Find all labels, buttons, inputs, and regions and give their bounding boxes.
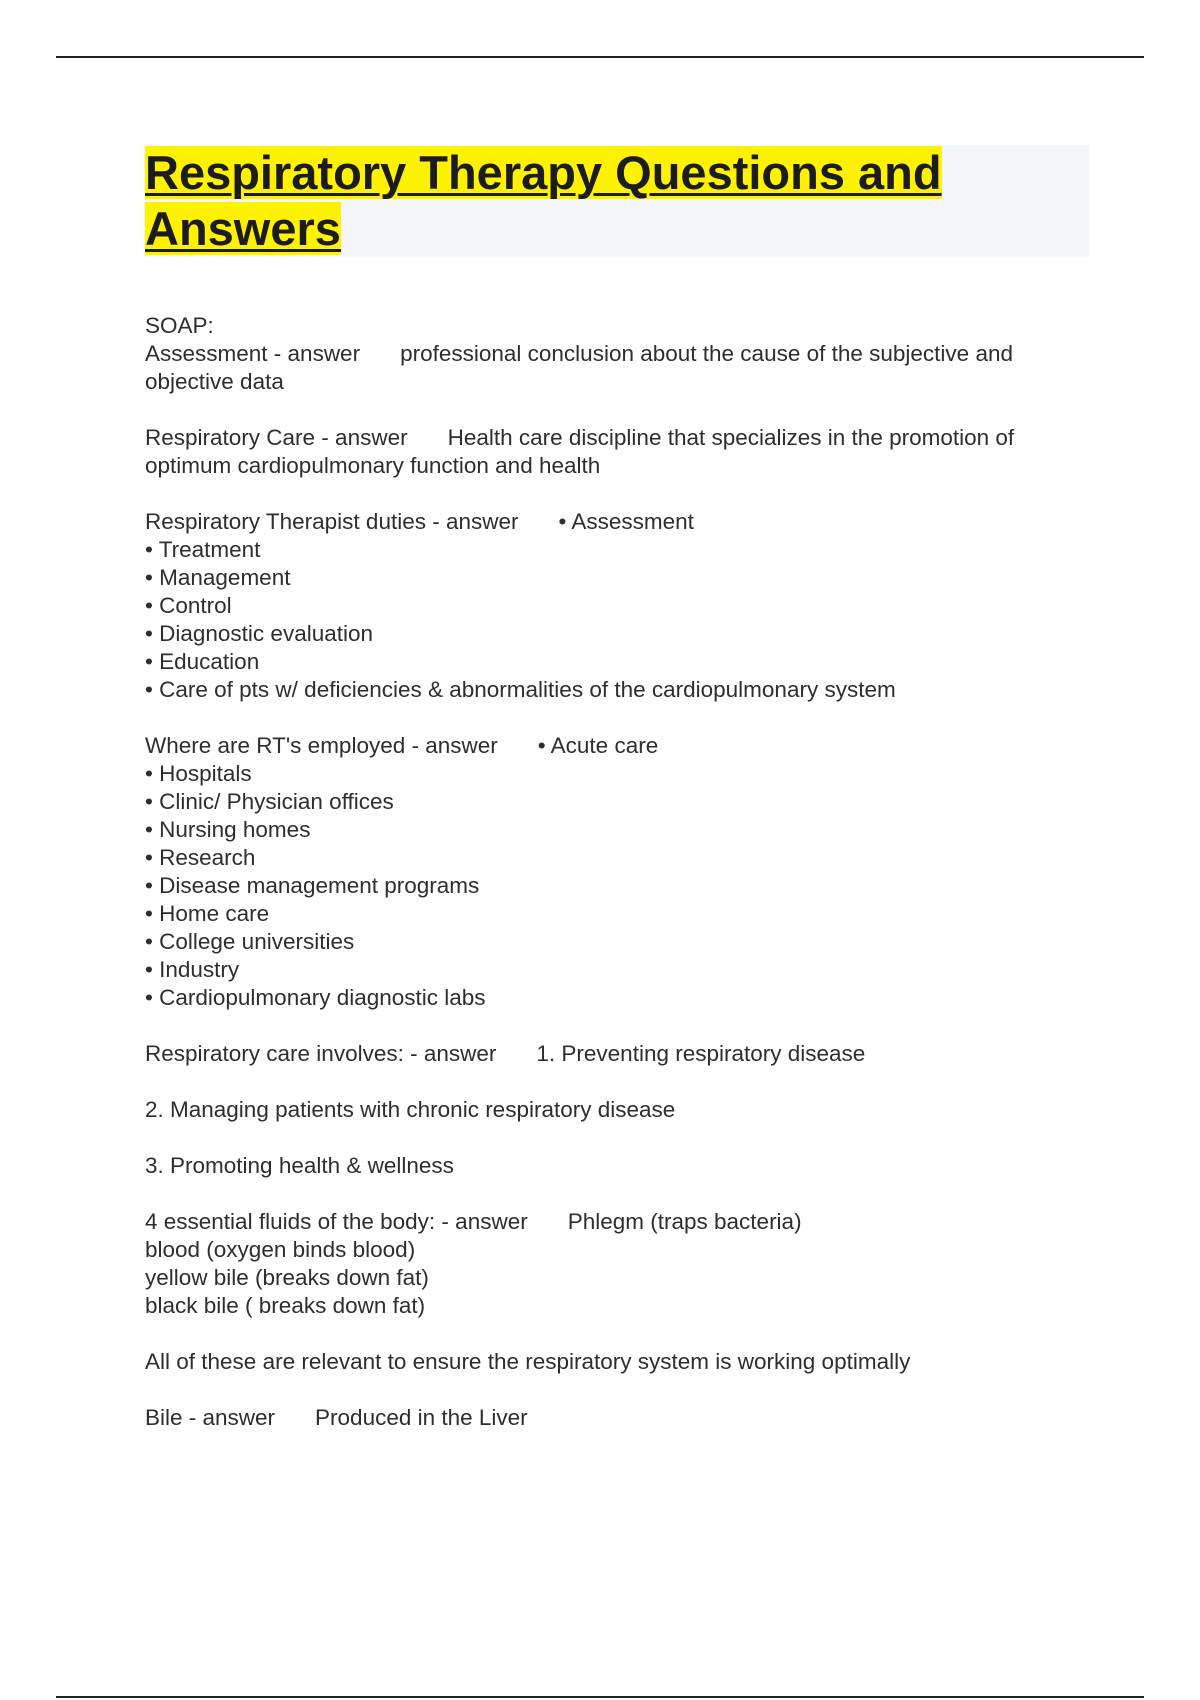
page-title <box>145 145 1089 257</box>
qa-line <box>145 340 1085 396</box>
list-item: • Disease management programs <box>145 873 480 898</box>
list-item: • Research <box>145 845 256 870</box>
qa-essential-fluids <box>145 1208 1085 1320</box>
list-item: • Education <box>145 649 260 674</box>
title-box <box>145 145 1089 257</box>
question-text: Where are RT's employed - answer <box>145 733 498 758</box>
list-item: black bile ( breaks down fat) <box>145 1293 426 1318</box>
paragraph-text: 2. Managing patients with chronic respiratory disease <box>145 1097 676 1122</box>
answer-text: 1. Preventing respiratory disease <box>536 1041 866 1066</box>
answer-text: Phlegm (traps bacteria) <box>567 1209 802 1234</box>
list-item: • Management <box>145 565 291 590</box>
qa-line <box>145 732 1085 760</box>
question-text: 4 essential fluids of the body: - answer <box>145 1209 528 1234</box>
list-item: • Nursing homes <box>145 817 311 842</box>
paragraph-text: All of these are relevant to ensure the respiratory system is working optimally <box>145 1349 911 1374</box>
qa-line <box>145 1208 1085 1236</box>
list-item: • College universities <box>145 929 355 954</box>
qa-rt-employment <box>145 732 1085 1012</box>
qa-soap-assessment <box>145 312 1085 396</box>
qa-care-involves <box>145 1040 1085 1068</box>
answer-text: • Assessment <box>558 509 694 534</box>
title-highlight: Respiratory Therapy Questions and Answers <box>145 146 942 255</box>
answer-text: professional conclusion about the cause of the subjective and objective data <box>145 341 1013 394</box>
qa-rt-duties <box>145 508 1085 704</box>
list-item: yellow bile (breaks down fat) <box>145 1265 429 1290</box>
list-item: • Cardiopulmonary diagnostic labs <box>145 985 486 1010</box>
section-label: SOAP: <box>145 313 214 338</box>
question-text: Bile - answer <box>145 1405 276 1430</box>
question-text: Respiratory Care - answer <box>145 425 408 450</box>
list-item: • Clinic/ Physician offices <box>145 789 394 814</box>
paragraph <box>145 1096 1085 1124</box>
list-item: • Industry <box>145 957 240 982</box>
qa-line <box>145 1404 1085 1432</box>
qa-respiratory-care <box>145 424 1085 480</box>
list-item: • Hospitals <box>145 761 252 786</box>
list-item: • Control <box>145 593 232 618</box>
answer-text: Produced in the Liver <box>315 1405 528 1430</box>
paragraph <box>145 1152 1085 1180</box>
paragraph <box>145 1348 1085 1376</box>
question-text: Respiratory Therapist duties - answer <box>145 509 519 534</box>
qa-line <box>145 424 1085 480</box>
top-rule <box>56 56 1144 58</box>
bottom-rule <box>56 1696 1144 1698</box>
list-item: • Care of pts w/ deficiencies & abnormalities of the cardiopulmonary system <box>145 677 896 702</box>
answer-text: Health care discipline that specializes in the promotion of optimum cardiopulmonary function and health <box>145 425 1015 478</box>
document-body <box>145 312 1085 1460</box>
list-item: blood (oxygen binds blood) <box>145 1237 416 1262</box>
qa-line <box>145 1040 1085 1068</box>
list-item: • Diagnostic evaluation <box>145 621 374 646</box>
qa-line <box>145 508 1085 536</box>
question-text: Respiratory care involves: - answer <box>145 1041 497 1066</box>
answer-text: • Acute care <box>537 733 659 758</box>
paragraph-text: 3. Promoting health & wellness <box>145 1153 454 1178</box>
question-text: Assessment - answer <box>145 341 361 366</box>
list-item: • Home care <box>145 901 270 926</box>
list-item: • Treatment <box>145 537 261 562</box>
qa-bile <box>145 1404 1085 1432</box>
